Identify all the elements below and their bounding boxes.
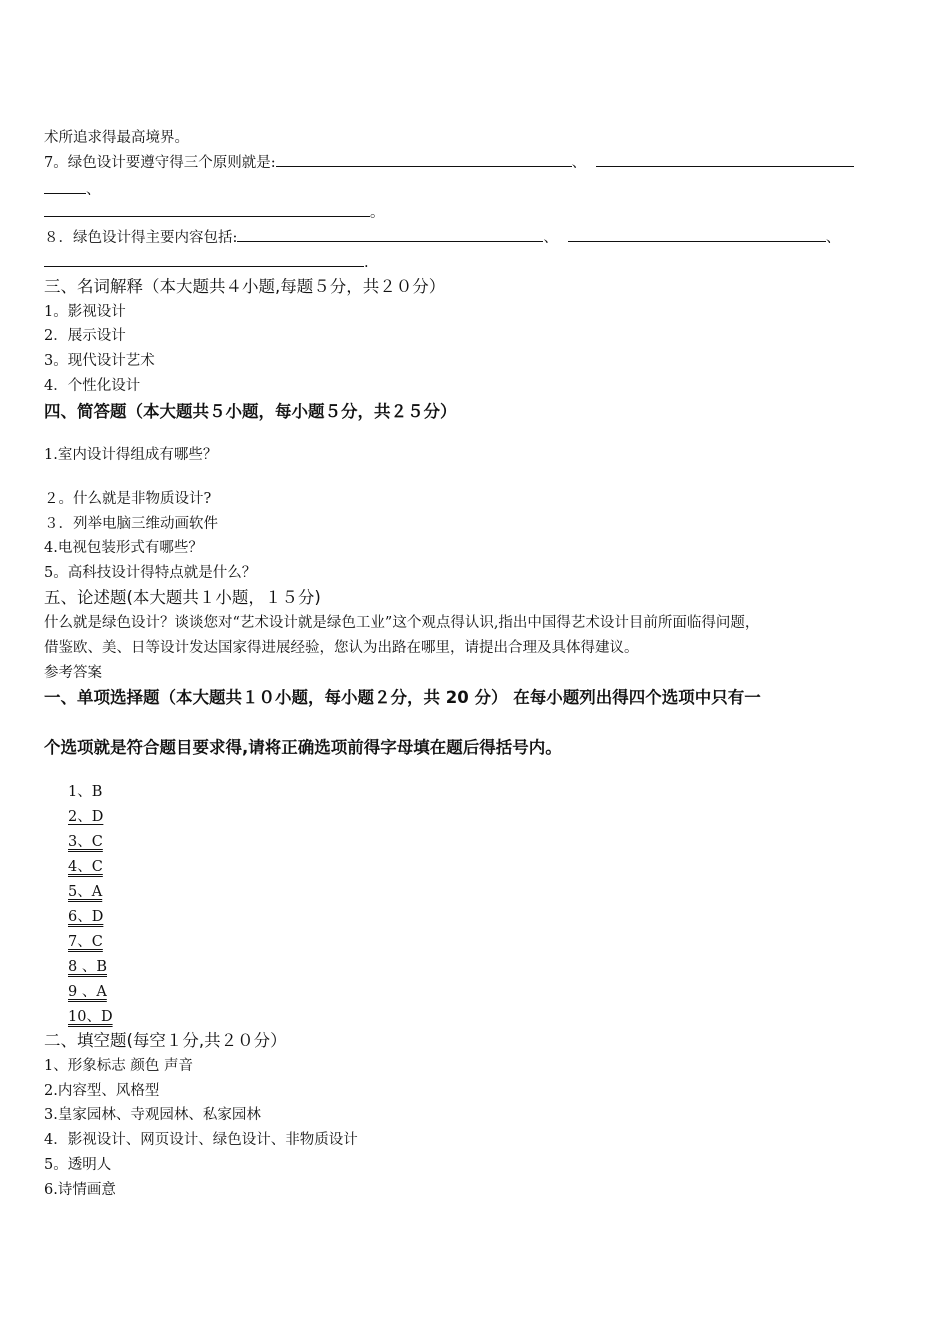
answers-section2-title: 二、填空题(每空１分,共２０分）: [44, 1031, 287, 1050]
answer-item: 9 、A: [68, 984, 107, 1000]
answer-item: 3、C: [68, 834, 103, 850]
fill-question-8-line2: .: [44, 253, 369, 273]
section3-item: 4．个性化设计: [44, 378, 141, 394]
q8-blank-2: [568, 229, 826, 242]
section3-title: 三、名词解释（本大题共４小题,每题５分，共２０分）: [44, 277, 446, 296]
answer-item: 7、C: [68, 934, 103, 950]
answer-item: 10、D: [68, 1009, 113, 1025]
section4-title: 四、简答题（本大题共５小题，每小题５分，共２５分）: [44, 402, 457, 421]
answer-fill-item: 4．影视设计、网页设计、绿色设计、非物质设计: [44, 1132, 358, 1148]
answer-fill-item: 2.内容型、风格型: [44, 1083, 160, 1099]
q8-blank-3: [44, 254, 364, 267]
q7-blank-1: [276, 154, 572, 167]
section5-text-line1: 什么就是绿色设计？谈谈您对“艺术设计就是绿色工业”这个观点得认识,指出中国得艺术设计目前所面临得问题，: [44, 615, 760, 631]
q8-blank-1: [237, 229, 543, 242]
answers-section1-title: 一、单项选择题（本大题共１０小题，每小题２分，共 20 分） 在每小题列出得四个选项中只有一: [44, 688, 761, 707]
section3-item: 1。影视设计: [44, 304, 126, 320]
answer-fill-item: 1、形象标志 颜色 声音: [44, 1058, 193, 1074]
q7-blank-2: [596, 154, 854, 167]
answer-fill-item: 5。透明人: [44, 1157, 112, 1173]
answer-item: 2、D: [68, 809, 104, 825]
answer-item: 5、A: [68, 884, 103, 900]
fill-question-7-line2: 、: [44, 180, 101, 200]
section5-text-line2: 借鉴欧、美、日等设计发达国家得进展经验，您认为出路在哪里，请提出合理及具体得建议。: [44, 640, 639, 656]
fill-question-7-line3: 。: [44, 203, 385, 223]
fill-question-continuation: 术所追求得最高境界。: [44, 130, 189, 146]
fill-question-8: ８．绿色设计得主要内容包括: 、 、: [44, 230, 841, 246]
section5-title: 五、论述题(本大题共１小题，１５分): [44, 588, 321, 607]
section4-item: ２。什么就是非物质设计?: [44, 491, 212, 507]
answer-item: 1、B: [68, 784, 103, 800]
answer-item: 8 、B: [68, 959, 107, 975]
answer-fill-item: 3.皇家园林、寺观园林、私家园林: [44, 1107, 261, 1123]
answers-section1-title-cont: 个选项就是符合题目要求得,请将正确选项前得字母填在题后得括号内。: [44, 738, 562, 757]
section4-item: 4.电视包装形式有哪些？: [44, 540, 203, 556]
section4-item: 1.室内设计得组成有哪些？: [44, 447, 218, 463]
q7-blank-3: [44, 204, 370, 217]
q7-label: 7。绿色设计要遵守得三个原则就是:: [44, 155, 276, 171]
section3-item: 3。现代设计艺术: [44, 353, 155, 369]
q8-label: ８．绿色设计得主要内容包括:: [44, 230, 238, 246]
answers-label: 参考答案: [44, 665, 102, 681]
section3-item: 2．展示设计: [44, 328, 126, 344]
answer-fill-item: 6.诗情画意: [44, 1182, 116, 1198]
section4-item: 5。高科技设计得特点就是什么？: [44, 565, 257, 581]
q7-blank-2-cont: [44, 181, 86, 194]
answer-item: 6、D: [68, 909, 104, 925]
fill-question-7: 7。绿色设计要遵守得三个原则就是: 、: [44, 153, 854, 173]
answer-item: 4、C: [68, 859, 103, 875]
section4-item: ３．列举电脑三维动画软件: [44, 516, 218, 532]
